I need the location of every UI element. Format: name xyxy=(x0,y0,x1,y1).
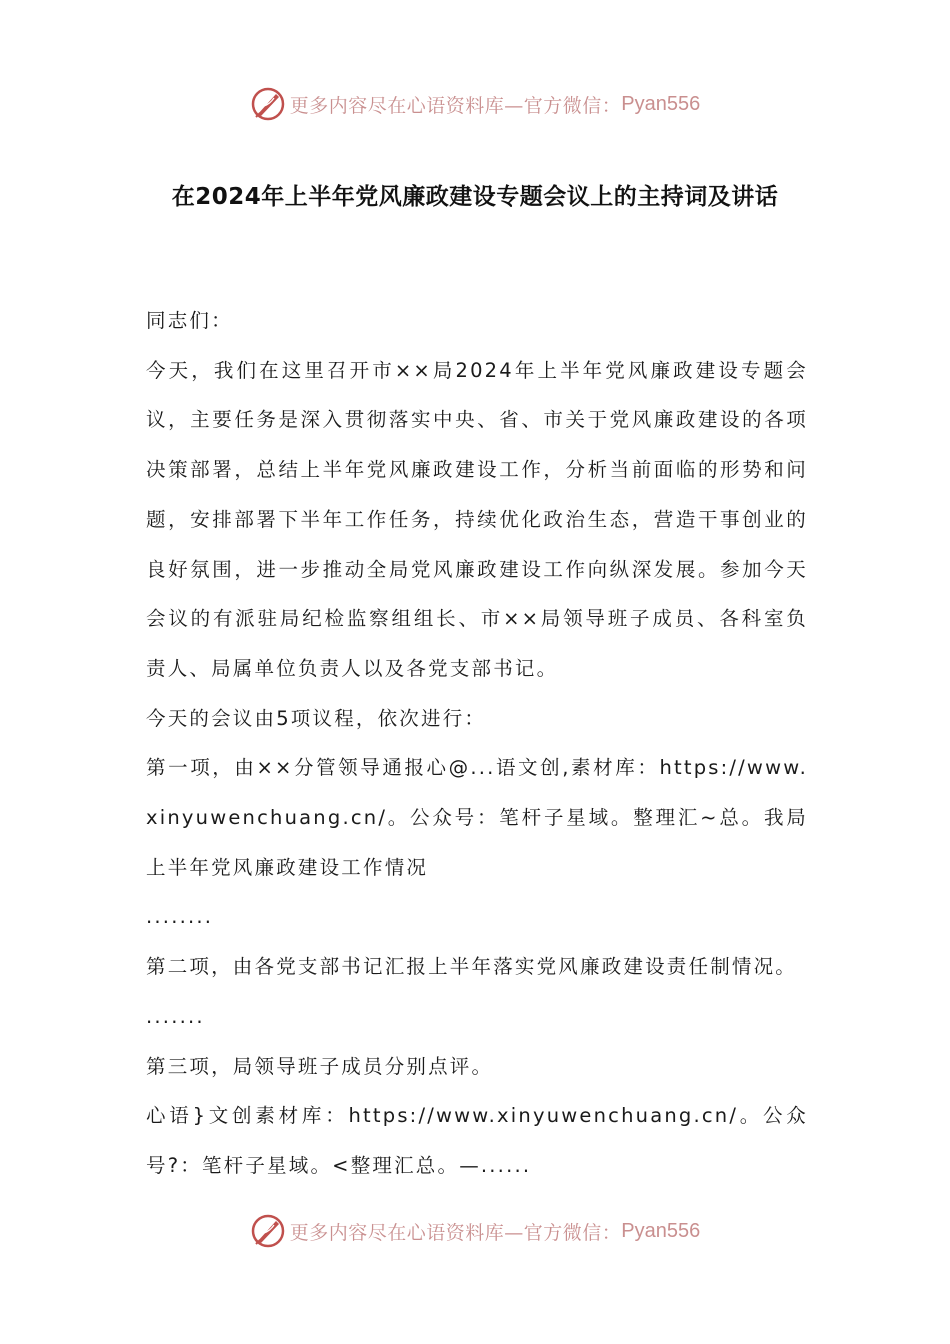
banner-wechat-handle: Pyan556 xyxy=(621,1219,701,1242)
document-title: 在2024年上半年党风廉政建设专题会议上的主持词及讲话 xyxy=(171,184,779,210)
intro-paragraph: 今天，我们在这里召开市××局2024年上半年党风廉政建设专题会议，主要任务是深入贯彻落实中央、省、市关于党风廉政建设的各项决策部署，总结上半年党风廉政建设工作，分析当前面临的形势和问题，安排部署下半年工作任务，持续优化政治生态，营造干事创业的良好氛围，进一步推动全局党风廉政建设工作向纵深发展。参加今天会议的有派驻局纪检监察组组长、市××局领导班子成员、各科室负责人、局属单位负责人以及各党支部书记。 xyxy=(146,358,808,680)
document-body xyxy=(146,296,808,1191)
banner-wechat-handle: Pyan556 xyxy=(621,92,701,115)
ellipsis-paragraph: ........ xyxy=(146,905,214,929)
agenda-item-1-paragraph: 第一项，由××分管领导通报心@...语文创,素材库：https://www.xinyuwenchuang.cn/。公众号：笔杆子星域。整理汇~总。我局上半年党风廉政建设工作情况 xyxy=(146,756,808,879)
agenda-intro-paragraph: 今天的会议由5项议程，依次进行： xyxy=(146,706,487,730)
banner-brand-text: 更多内容尽在心语资料库—官方微信： xyxy=(289,1221,622,1244)
source-note-paragraph: 心语}文创素材库：https://www.xinyuwenchuang.cn/。公众号?：笔杆子星域。<整理汇总。—...... xyxy=(146,1104,808,1177)
quill-pen-logo-icon xyxy=(250,1213,286,1249)
ellipsis-paragraph: ....... xyxy=(146,1004,205,1028)
header-banner xyxy=(0,82,950,126)
agenda-item-2-paragraph: 第二项，由各党支部书记汇报上半年落实党风廉政建设责任制情况。 xyxy=(146,955,798,979)
salutation-paragraph: 同志们： xyxy=(146,309,233,332)
banner-brand-text: 更多内容尽在心语资料库—官方微信： xyxy=(289,94,622,117)
agenda-item-3-paragraph: 第三项，局领导班子成员分别点评。 xyxy=(146,1054,494,1078)
quill-pen-logo-icon xyxy=(250,86,286,122)
footer-banner xyxy=(0,1209,950,1253)
